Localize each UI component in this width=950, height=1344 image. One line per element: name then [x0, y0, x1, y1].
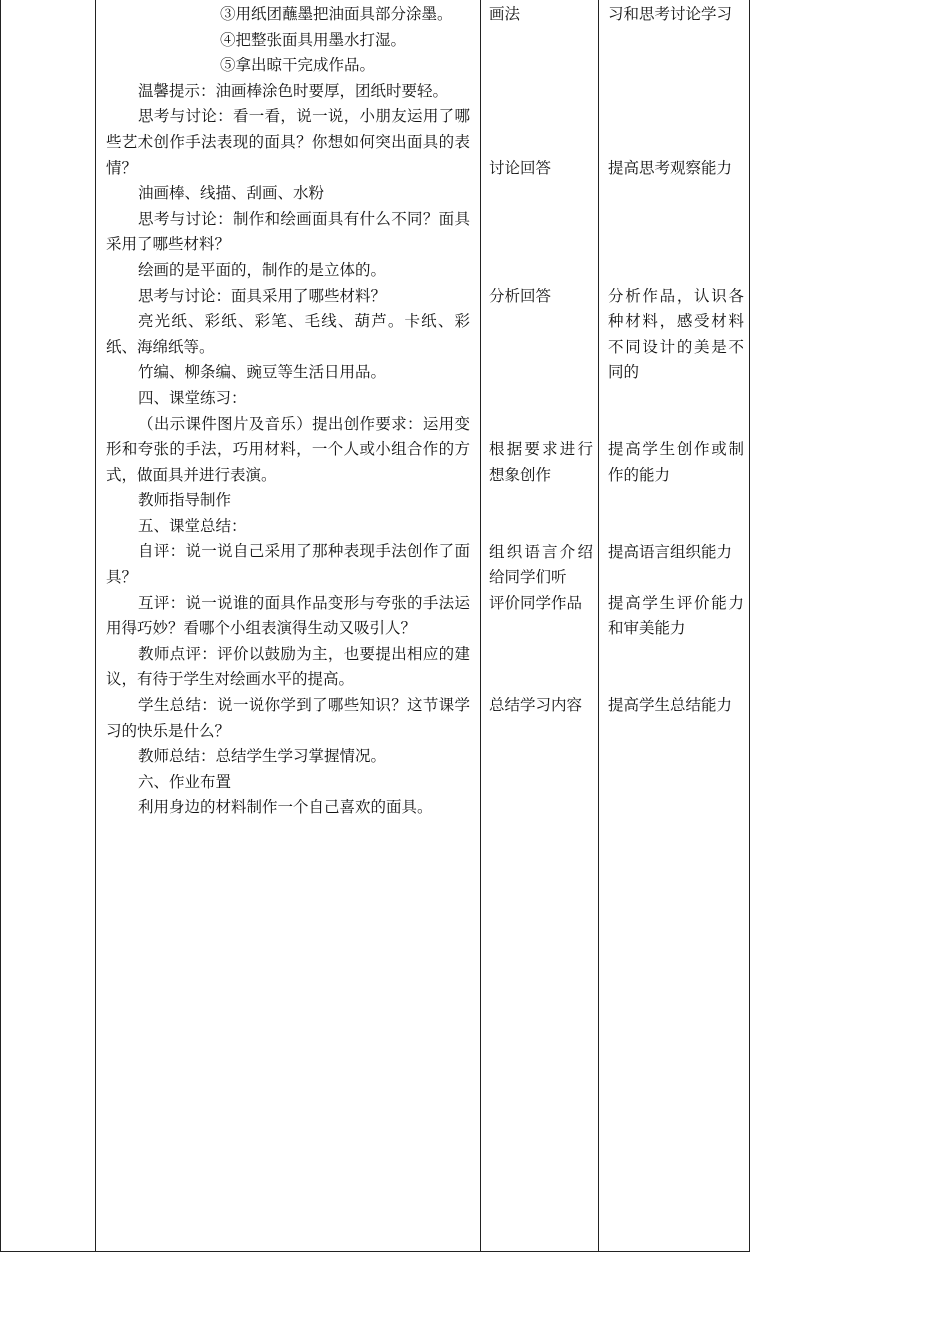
- student-activity-text: 组织语言介绍给同学们听: [489, 542, 593, 587]
- process-paragraph: 利用身边的材料制作一个自己喜欢的面具。: [138, 798, 433, 817]
- process-paragraph: （出示课件图片及音乐）提出创作要求：运用变形和夸张的手法，巧用材料，一个人或小组合作的方式，做面具并进行表演。: [106, 414, 470, 484]
- table-border-left: [0, 0, 1, 1252]
- process-paragraph: 思考与讨论：制作和绘画面具有什么不同？面具采用了哪些材料？: [106, 209, 470, 254]
- process-paragraph: 自评：说一说自己采用了那种表现手法创作了面具？: [106, 542, 470, 587]
- process-paragraph: 教师点评：评价以鼓励为主，也要提出相应的建议，有待于学生对绘画水平的提高。: [106, 644, 470, 689]
- column-divider-2: [480, 0, 481, 1252]
- design-intent-text: 提高学生总结能力: [608, 696, 733, 715]
- design-intent-text: 提高学生创作或制作的能力: [608, 440, 744, 484]
- process-paragraph: 亮光纸、彩纸、彩笔、毛线、葫芦。卡纸、彩纸、海绵纸等。: [106, 312, 470, 356]
- design-intent-text: 提高思考观察能力: [608, 158, 733, 177]
- process-paragraph: 学生总结：说一说你学到了哪些知识？这节课学习的快乐是什么？: [106, 696, 470, 740]
- design-intent-text: 提高学生评价能力和审美能力: [608, 593, 744, 638]
- process-paragraph: 教师总结：总结学生学习掌握情况。: [138, 747, 387, 766]
- process-paragraph: ④把整张面具用墨水打湿。: [220, 30, 407, 49]
- design-intent-text: 提高语言组织能力: [608, 542, 733, 561]
- teaching-process-cell: [106, 0, 470, 821]
- student-activity-text: 画法: [489, 5, 521, 23]
- student-activity-text: 分析回答: [489, 286, 552, 305]
- column-divider-1: [95, 0, 96, 1252]
- table-border-bottom: [0, 1251, 750, 1252]
- process-paragraph: 竹编、柳条编、豌豆等生活日用品。: [138, 363, 387, 382]
- process-paragraph: 六、作业布置: [138, 772, 232, 791]
- process-paragraph: 思考与讨论：面具采用了哪些材料？: [138, 286, 387, 305]
- process-paragraph: ③用纸团蘸墨把油面具部分涂墨。: [220, 5, 453, 23]
- design-intent-text: 分析作品，认识各种材料，感受材料不同设计的美是不同的: [608, 286, 744, 382]
- process-paragraph: 五、课堂总结：: [138, 516, 247, 535]
- student-activity-text: 评价同学作品: [489, 593, 583, 612]
- student-activity-text: 讨论回答: [489, 158, 552, 177]
- process-paragraph: 教师指导制作: [138, 491, 232, 510]
- process-paragraph: 绘画的是平面的，制作的是立体的。: [138, 260, 387, 279]
- process-paragraph: 温馨提示：油画棒涂色时要厚，团纸时要轻。: [138, 81, 449, 100]
- process-paragraph: 四、课堂练习：: [138, 388, 247, 407]
- table-border-right: [749, 0, 750, 1252]
- process-paragraph: ⑤拿出晾干完成作品。: [220, 56, 376, 75]
- design-intent-text: 习和思考讨论学习: [608, 5, 733, 23]
- process-paragraph: 思考与讨论：看一看，说一说，小朋友运用了哪些艺术创作手法表现的面具？你想如何突出面具的表情？: [106, 107, 470, 177]
- process-paragraph: 互评：说一说谁的面具作品变形与夸张的手法运用得巧妙？看哪个小组表演得生动又吸引人？: [106, 593, 470, 638]
- process-paragraph: 油画棒、线描、刮画、水粉: [138, 184, 325, 203]
- student-activity-text: 总结学习内容: [489, 696, 583, 715]
- column-divider-3: [598, 0, 599, 1252]
- student-activity-text: 根据要求进行想象创作: [489, 440, 593, 484]
